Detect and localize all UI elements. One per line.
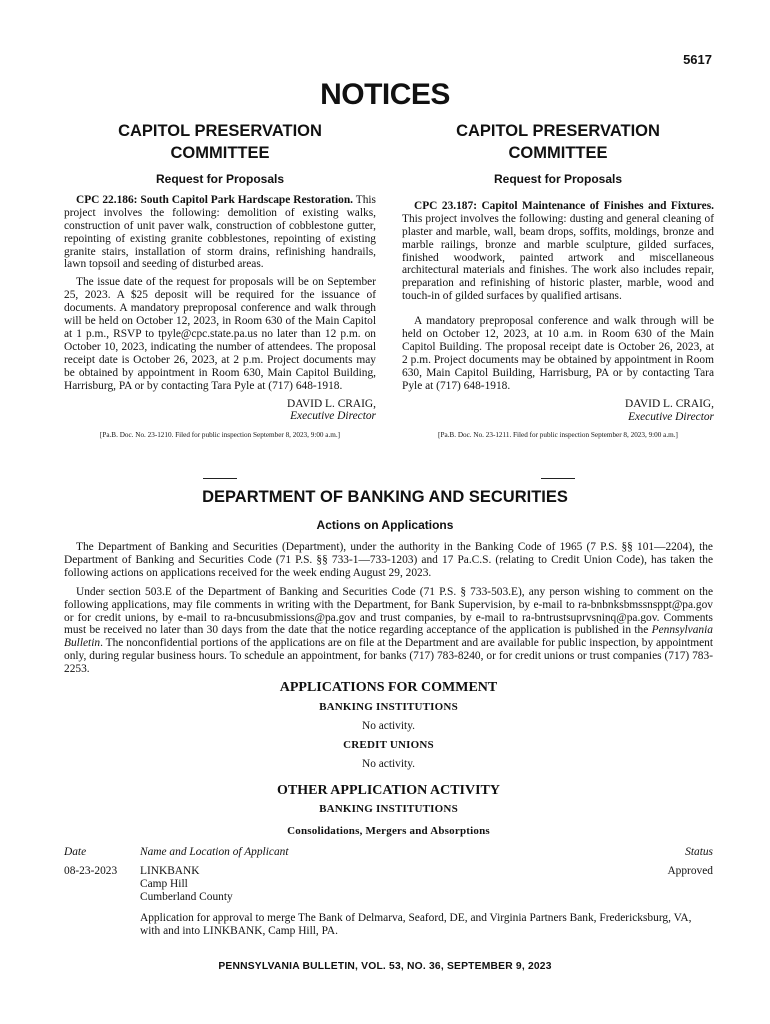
- col-name-header: Name and Location of Applicant: [140, 846, 289, 859]
- right-signature-name: DAVID L. CRAIG,: [624, 397, 714, 410]
- right-project-title: CPC 23.187: Capitol Maintenance of Finishes and Fixtures.: [414, 199, 714, 212]
- row-applicant: [140, 865, 633, 904]
- table-row-desc: [64, 904, 713, 938]
- left-divider: [203, 478, 237, 479]
- left-signature-name: DAVID L. CRAIG,: [286, 397, 376, 410]
- row-description: Application for approval to merge The Bank of Delmarva, Seaford, DE, and Virginia Partners Bank, Fredericksburg, VA, with and into LINKBANK, Camp Hill, PA.: [140, 911, 692, 937]
- left-doc-note: [Pa.B. Doc. No. 23-1210. Filed for public inspection September 8, 2023, 9:00 a.m.]: [99, 431, 341, 440]
- dept-paragraph-2: [64, 586, 713, 676]
- dept-paragraph-2-b: . The nonconfidential portions of the applications are on file at the Department and are available for public inspection, by appointment only, during regular business hours. To schedule an appointment, for banks (717) 783-8240, or for credit unions or trust companies (717) 783-2253.: [64, 637, 713, 676]
- dept-title: DEPARTMENT OF BANKING AND SECURITIES: [202, 488, 568, 506]
- right-paragraph-1: [402, 200, 714, 303]
- right-heading-line1: CAPITOL PRESERVATION: [456, 122, 660, 140]
- row-applicant-city: Camp Hill: [140, 878, 188, 891]
- page-number: 5617: [683, 52, 712, 67]
- page-footer: PENNSYLVANIA BULLETIN, VOL. 53, NO. 36, SEPTEMBER 9, 2023: [218, 961, 552, 972]
- left-project-title: CPC 22.186: South Capitol Park Hardscape Restoration.: [76, 193, 354, 206]
- dept-subtitle: Actions on Applications: [316, 518, 454, 532]
- dept-body: [64, 541, 713, 938]
- credit-unions-heading: CREDIT UNIONS: [343, 738, 434, 751]
- apps-for-comment-heading: APPLICATIONS FOR COMMENT: [279, 680, 498, 696]
- row-applicant-name: LINKBANK: [140, 865, 200, 878]
- row-applicant-county: Cumberland County: [140, 891, 233, 904]
- dept-paragraph-2-a: Under section 503.E of the Department of Banking and Securities Code (71 P.S. § 733-503.E), any person wishing to comment on the following applications, may file comments in writing with the Department, for Bank Supervision, by e-mail to ra-bnbnksbmssnsppt@pa.gov or for credit unions, by e-mail to ra-bncusubmissions@pa.gov and trust companies, by e-mail to ra-bntrustsuprvsninq@pa.gov. Comments must be received no later than 30 days from the date that the notice regarding acceptance of the application is published in the: [64, 585, 713, 637]
- left-paragraph-2: The issue date of the request for proposals will be on September 25, 2023. A $25 deposit will be required for the issuance of documents. A mandatory preproposal conference and walk through will be held on October 12, 2023, in Room 630 of the Main Capitol at 1 p.m., RSVP to tpyle@cpc.state.pa.us no later than 12 p.m. on October 10, 2023, indicating the number of attendees. The proposal receipt date is October 26, 2023, at 2 p.m. Project documents may be obtained by appointment in Room 630, Main Capitol Building, Harrisburg, PA or by contacting Tara Pyle at (717) 648-1918.: [64, 276, 376, 392]
- right-subheading: Request for Proposals: [493, 172, 623, 186]
- right-signature-title: Executive Director: [628, 410, 714, 423]
- row-date: 08-23-2023: [64, 865, 118, 878]
- right-heading-line2: COMMITTEE: [508, 144, 608, 162]
- left-signature-title: Executive Director: [290, 410, 376, 423]
- table-header-row: [64, 846, 713, 865]
- page-title: NOTICES: [320, 78, 450, 111]
- right-project-desc: This project involves the following: dusting and general cleaning of plaster and marble, wall, beam drops, soffits, moldings, bronze and marble railings, bronze and marble sculpture, gilded surfaces, finished woodwork, painted artwork and miscellaneous architectural materials and finishes. The work also includes repair, preparation and refinishing of historic plaster, marble, wood and touch-in of gilded surfaces by qualified artisans.: [402, 212, 714, 303]
- row-status: Approved: [667, 865, 713, 878]
- no-activity-2: No activity.: [361, 757, 416, 770]
- col-date-header: Date: [64, 846, 87, 859]
- left-heading-line2: COMMITTEE: [170, 144, 270, 162]
- left-project-desc: This project involves the following: demolition of existing walks, construction of unit paver walk, construction of cobblestone gutter, repointing of existing granite cobblestones, repointing of existing granite stairs, installation of storm drains, refinishing handrails, lawn topsoil and seeding of disturbed areas.: [64, 193, 376, 271]
- left-paragraph-1: [64, 194, 376, 271]
- right-divider: [541, 478, 575, 479]
- banking-institutions-heading: BANKING INSTITUTIONS: [319, 700, 458, 713]
- left-heading-line1: CAPITOL PRESERVATION: [118, 122, 322, 140]
- right-doc-note: [Pa.B. Doc. No. 23-1211. Filed for public inspection September 8, 2023, 9:00 a.m.]: [438, 431, 678, 440]
- left-column: [64, 120, 376, 442]
- bulletin-name: Pennsylvania Bulletin: [64, 624, 713, 650]
- right-paragraph-2: A mandatory preproposal conference and walk through will be held on October 12, 2023, at 10 a.m. in Room 630 of the Main Capitol Building. The proposal receipt date is October 26, 2023, at 2 p.m. Project documents may be obtained by appointment in Room 630, Main Capitol Building, Harrisburg, PA or by contacting Tara Pyle at (717) 648-1918.: [402, 315, 714, 392]
- right-column: [402, 120, 714, 442]
- applications-table: [64, 846, 713, 937]
- banking-institutions-heading-2: BANKING INSTITUTIONS: [319, 802, 458, 815]
- left-subheading: Request for Proposals: [155, 172, 285, 186]
- no-activity-1: No activity.: [361, 719, 416, 732]
- consolidations-heading: Consolidations, Mergers and Absorptions: [287, 825, 490, 838]
- col-status-header: Status: [685, 846, 713, 859]
- other-activity-heading: OTHER APPLICATION ACTIVITY: [276, 782, 500, 798]
- table-row: [64, 865, 713, 904]
- dept-paragraph-1: The Department of Banking and Securities (Department), under the authority in the Banking Code of 1965 (7 P.S. §§ 101—2204), the Department of Banking and Securities Code (71 P.S. §§ 733-1—733-1203) and 17 Pa.C.S. (relating to Credit Union Code), has taken the following actions on applications received for the week ending August 29, 2023.: [64, 541, 713, 579]
